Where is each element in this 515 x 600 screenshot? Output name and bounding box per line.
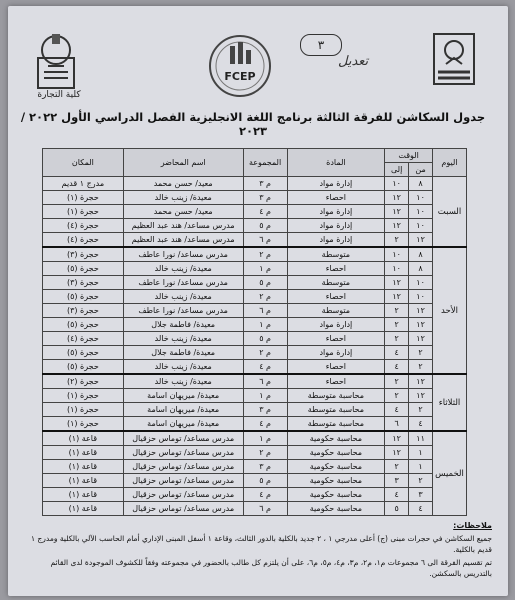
table-row	[43, 446, 467, 460]
from-cell: ١٠	[409, 191, 433, 205]
lecturer-cell: مدرس مساعد/ توماس حزقيال	[123, 488, 243, 502]
from-cell: ١	[409, 446, 433, 460]
document-page	[8, 6, 508, 596]
place-cell: حجرة (١)	[43, 191, 124, 205]
to-cell: ٢	[385, 318, 409, 332]
table-row	[43, 332, 467, 346]
lecturer-cell: معيدة/ زينب خالد	[123, 360, 243, 375]
place-cell: حجرة (٢)	[43, 374, 124, 389]
table-row	[43, 304, 467, 318]
page-number: ٣	[300, 34, 342, 56]
subject-cell: احصاء	[287, 374, 385, 389]
table-row	[43, 276, 467, 290]
table-row	[43, 346, 467, 360]
subject-cell: احصاء	[287, 290, 385, 304]
from-cell: ١٢	[409, 389, 433, 403]
from-cell: ١٠	[409, 290, 433, 304]
table-row	[43, 360, 467, 375]
table-row	[43, 262, 467, 276]
lecturer-cell: معيدة/ ميريهان اسامة	[123, 403, 243, 417]
lecturer-cell: معيدة/ فاطمة جلال	[123, 318, 243, 332]
to-cell: ١٢	[385, 276, 409, 290]
group-cell: م ٣	[243, 191, 287, 205]
table-row	[43, 290, 467, 304]
group-cell: م ٤	[243, 360, 287, 375]
group-cell: م ٦	[243, 233, 287, 248]
to-cell: ٤	[385, 360, 409, 375]
lecturer-cell: معيدة/ زينب خالد	[123, 374, 243, 389]
to-cell: ١٠	[385, 247, 409, 262]
to-cell: ٢	[385, 332, 409, 346]
table-row	[43, 417, 467, 432]
university-crest-icon	[430, 30, 478, 88]
faculty-logo-caption: كلية التجارة	[37, 90, 81, 100]
table-row	[43, 177, 467, 191]
subject-cell: محاسبة حكومية	[287, 474, 385, 488]
schedule-table	[42, 148, 467, 516]
from-cell: ١٠	[409, 205, 433, 219]
subject-cell: محاسبة حكومية	[287, 488, 385, 502]
to-cell: ٤	[385, 346, 409, 360]
table-row	[43, 474, 467, 488]
header-time: الوقت	[385, 149, 433, 163]
table-row	[43, 318, 467, 332]
group-cell: م ٦	[243, 374, 287, 389]
lecturer-cell: معيدة/ زينب خالد	[123, 262, 243, 276]
subject-cell: متوسطة	[287, 304, 385, 318]
group-cell: م ٦	[243, 502, 287, 516]
group-cell: م ٢	[243, 247, 287, 262]
header-to: إلى	[385, 163, 409, 177]
lecturer-cell: مدرس مساعد/ هند عبد العظيم	[123, 233, 243, 248]
day-cell: السبت	[433, 177, 467, 248]
place-cell: مدرج ١ قديم	[43, 177, 124, 191]
subject-cell: محاسبة حكومية	[287, 446, 385, 460]
to-cell: ٢	[385, 460, 409, 474]
to-cell: ١٢	[385, 219, 409, 233]
table-row	[43, 431, 467, 446]
group-cell: م ٣	[243, 460, 287, 474]
table-row	[43, 460, 467, 474]
group-cell: م ٥	[243, 276, 287, 290]
place-cell: حجرة (١)	[43, 417, 124, 432]
to-cell: ١٢	[385, 205, 409, 219]
subject-cell: إدارة مواد	[287, 205, 385, 219]
table-row	[43, 488, 467, 502]
place-cell: حجرة (١)	[43, 205, 124, 219]
group-cell: م ٥	[243, 474, 287, 488]
lecturer-cell: مدرس مساعد/ توماس حزقيال	[123, 431, 243, 446]
place-cell: قاعة (١)	[43, 460, 124, 474]
lecturer-cell: مدرس مساعد/ نورا عاطف	[123, 304, 243, 318]
subject-cell: إدارة مواد	[287, 219, 385, 233]
place-cell: حجرة (٣)	[43, 304, 124, 318]
place-cell: قاعة (١)	[43, 431, 124, 446]
place-cell: قاعة (١)	[43, 502, 124, 516]
lecturer-cell: مدرس مساعد/ توماس حزقيال	[123, 502, 243, 516]
from-cell: ٨	[409, 262, 433, 276]
from-cell: ٤	[409, 502, 433, 516]
subject-cell: محاسبة متوسطة	[287, 403, 385, 417]
from-cell: ١٢	[409, 374, 433, 389]
subject-cell: محاسبة متوسطة	[287, 389, 385, 403]
from-cell: ١٢	[409, 304, 433, 318]
from-cell: ١	[409, 460, 433, 474]
place-cell: قاعة (١)	[43, 474, 124, 488]
from-cell: ١٢	[409, 332, 433, 346]
place-cell: حجرة (٤)	[43, 233, 124, 248]
from-cell: ٢	[409, 474, 433, 488]
header-place: المكان	[43, 149, 124, 177]
lecturer-cell: مدرس مساعد/ توماس حزقيال	[123, 460, 243, 474]
from-cell: ١٠	[409, 276, 433, 290]
place-cell: حجرة (٣)	[43, 276, 124, 290]
group-cell: م ٣	[243, 403, 287, 417]
place-cell: حجرة (١)	[43, 389, 124, 403]
place-cell: حجرة (٥)	[43, 290, 124, 304]
group-cell: م ٢	[243, 346, 287, 360]
subject-cell: إدارة مواد	[287, 346, 385, 360]
header-subject: المادة	[287, 149, 385, 177]
place-cell: حجرة (٥)	[43, 262, 124, 276]
to-cell: ٣	[385, 474, 409, 488]
group-cell: م ٤	[243, 488, 287, 502]
subject-cell: إدارة مواد	[287, 233, 385, 248]
lecturer-cell: معيدة/ ميريهان اسامة	[123, 417, 243, 432]
subject-cell: محاسبة حكومية	[287, 431, 385, 446]
from-cell: ١١	[409, 431, 433, 446]
place-cell: حجرة (١)	[43, 403, 124, 417]
group-cell: م ١	[243, 318, 287, 332]
group-cell: م ١	[243, 262, 287, 276]
from-cell: ٢	[409, 360, 433, 375]
to-cell: ١٠	[385, 177, 409, 191]
subject-cell: محاسبة حكومية	[287, 502, 385, 516]
to-cell: ١٠	[385, 262, 409, 276]
table-row	[43, 389, 467, 403]
to-cell: ١٢	[385, 431, 409, 446]
place-cell: قاعة (١)	[43, 446, 124, 460]
day-cell: الثلاثاء	[433, 374, 467, 431]
university-logo-icon	[34, 28, 78, 92]
document-title: جدول السكاشن للفرقة الثالثة برنامج اللغة الانجليزية الفصل الدراسي الأول ٢٠٢٢ / ٢٠٢٣	[20, 110, 486, 138]
subject-cell: إدارة مواد	[287, 318, 385, 332]
place-cell: حجرة (٣)	[43, 247, 124, 262]
from-cell: ٣	[409, 488, 433, 502]
group-cell: م ١	[243, 431, 287, 446]
subject-cell: احصاء	[287, 262, 385, 276]
to-cell: ٢	[385, 374, 409, 389]
to-cell: ١٢	[385, 191, 409, 205]
fcep-logo-icon	[200, 32, 280, 102]
table-row	[43, 191, 467, 205]
from-cell: ٤	[409, 417, 433, 432]
lecturer-cell: مدرس مساعد/ نورا عاطف	[123, 276, 243, 290]
from-cell: ٢	[409, 346, 433, 360]
lecturer-cell: مدرس مساعد/ توماس حزقيال	[123, 474, 243, 488]
subject-cell: احصاء	[287, 332, 385, 346]
place-cell: حجرة (٤)	[43, 219, 124, 233]
subject-cell: محاسبة حكومية	[287, 460, 385, 474]
group-cell: م ٣	[243, 177, 287, 191]
group-cell: م ٤	[243, 205, 287, 219]
group-cell: م ٢	[243, 290, 287, 304]
lecturer-cell: مدرس مساعد/ توماس حزقيال	[123, 446, 243, 460]
group-cell: م ٥	[243, 219, 287, 233]
lecturer-cell: معيدة/ زينب خالد	[123, 191, 243, 205]
header-from: من	[409, 163, 433, 177]
lecturer-cell: مدرس مساعد/ نورا عاطف	[123, 247, 243, 262]
table-row	[43, 233, 467, 248]
lecturer-cell: معيدة/ فاطمة جلال	[123, 346, 243, 360]
from-cell: ٢	[409, 403, 433, 417]
subject-cell: متوسطة	[287, 247, 385, 262]
note-item: تم تقسيم الفرقة الى ٦ مجموعات م١، م٢، م٣، م٤، م٥، م٦، على أن يلتزم كل طالب بالحضور في مجموعته وفقاً للكشوف الموجودة لدى القائم بالتدريس بالسكشن.	[50, 558, 492, 578]
handwritten-note: تعديل	[338, 54, 369, 69]
subject-cell: إدارة مواد	[287, 177, 385, 191]
group-cell: م ٤	[243, 417, 287, 432]
place-cell: قاعة (١)	[43, 488, 124, 502]
notes-label: ملاحظات:	[453, 521, 492, 530]
from-cell: ٨	[409, 177, 433, 191]
to-cell: ٢	[385, 389, 409, 403]
header-lecturer: اسم المحاضر	[123, 149, 243, 177]
note-item: جميع السكاشن في حجرات مبنى (ج) أعلى مدرجي ١ ، ٢ جديد بالكلية بالدور الثالث، وقاعة ١ أسفل المبنى الإداري أمام الحاسب الآلي بالكلية ومدرج ١ قديم بالكلية.	[31, 534, 492, 554]
table-row	[43, 247, 467, 262]
to-cell: ١٢	[385, 446, 409, 460]
subject-cell: احصاء	[287, 360, 385, 375]
subject-cell: محاسبة متوسطة	[287, 417, 385, 432]
lecturer-cell: مدرس مساعد/ هند عبد العظيم	[123, 219, 243, 233]
table-row	[43, 219, 467, 233]
subject-cell: متوسطة	[287, 276, 385, 290]
to-cell: ٥	[385, 502, 409, 516]
to-cell: ٦	[385, 417, 409, 432]
from-cell: ١٢	[409, 318, 433, 332]
group-cell: م ١	[243, 389, 287, 403]
header-group: المجموعة	[243, 149, 287, 177]
table-row	[43, 205, 467, 219]
from-cell: ١٢	[409, 233, 433, 248]
day-cell: الأحد	[433, 247, 467, 374]
header-day: اليوم	[433, 149, 467, 177]
to-cell: ٢	[385, 233, 409, 248]
group-cell: م ٦	[243, 304, 287, 318]
lecturer-cell: معيد/ حسن محمد	[123, 177, 243, 191]
notes-section	[22, 520, 492, 581]
from-cell: ٨	[409, 247, 433, 262]
table-row	[43, 502, 467, 516]
subject-cell: احصاء	[287, 191, 385, 205]
place-cell: حجرة (٥)	[43, 346, 124, 360]
group-cell: م ٥	[243, 332, 287, 346]
lecturer-cell: معيدة/ ميريهان اسامة	[123, 389, 243, 403]
fcep-logo-text: FCEP	[224, 70, 256, 83]
lecturer-cell: معيدة/ زينب خالد	[123, 290, 243, 304]
place-cell: حجرة (٤)	[43, 332, 124, 346]
from-cell: ١٠	[409, 219, 433, 233]
place-cell: حجرة (٥)	[43, 318, 124, 332]
day-cell: الخميس	[433, 431, 467, 516]
to-cell: ٤	[385, 403, 409, 417]
place-cell: حجرة (٥)	[43, 360, 124, 375]
document-header	[8, 6, 508, 146]
group-cell: م ٢	[243, 446, 287, 460]
table-row	[43, 403, 467, 417]
to-cell: ٤	[385, 488, 409, 502]
lecturer-cell: معيدة/ زينب خالد	[123, 332, 243, 346]
to-cell: ٢	[385, 304, 409, 318]
to-cell: ١٢	[385, 290, 409, 304]
table-row	[43, 374, 467, 389]
lecturer-cell: معيد/ حسن محمد	[123, 205, 243, 219]
